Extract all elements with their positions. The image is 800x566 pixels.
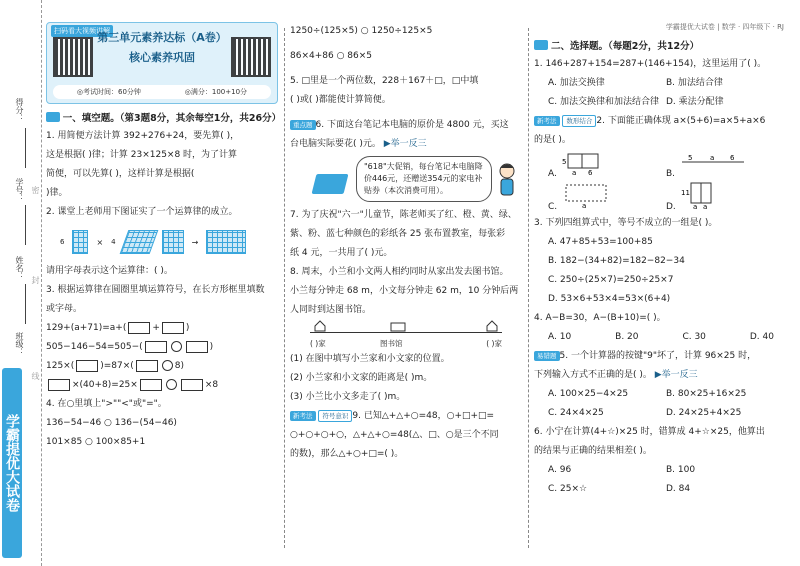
question-1-3: 3. 根据运算律在圆圈里填运算符号，在长方形框里填数 或字母。 129+(a+71)=a+( + ) 505−146−54=505−( ) 125×( )=87×( 8) ×(40+8)=25× ×8 bbox=[46, 285, 265, 390]
diagram-c bbox=[560, 181, 620, 209]
id-line bbox=[25, 205, 26, 245]
series-banner: 学霸提优大试卷 bbox=[2, 368, 22, 558]
example-link[interactable]: ▶举一反三 bbox=[383, 139, 427, 149]
question-2-1: 1. 146+287+154=287+(146+154)，这里运用了( )。 A. 加法交换律 B. 加法结合律 C. 加法交换律和加法结合律 D. 乘法分配律 bbox=[534, 55, 784, 112]
svg-text:11: 11 bbox=[680, 189, 690, 197]
answer-box[interactable] bbox=[76, 360, 98, 372]
promo-illustration bbox=[290, 156, 522, 206]
question-1-9: 新考法 符号意识 9. 已知△+△+○=48，○+□+□= ○+○+○+○，△+△+○=48(△、□、○是三个不同 的数)，那么△+○+□=( )。 bbox=[290, 411, 499, 459]
answer-box[interactable] bbox=[181, 379, 203, 391]
option-b[interactable]: B. 80×25+16×25 bbox=[666, 389, 747, 399]
svg-text:a: a bbox=[582, 202, 587, 209]
binding-margin bbox=[0, 0, 42, 566]
question-2-6: 6. 小宁在计算(4+☆)×25 时，错算成 4+☆×25，他算出 的结果与正确的结果相差( )。 A. 96 B. 100 C. 25×☆ D. 84 bbox=[534, 423, 784, 499]
diagram-d bbox=[679, 181, 739, 209]
grid-rotated bbox=[119, 230, 158, 254]
section-1-heading: 一、填空题。（第3题8分，其余每空1分，共26分） bbox=[46, 110, 278, 124]
option-a[interactable]: A. 100×25−4×25 bbox=[548, 389, 629, 399]
library-label: 图书馆 bbox=[380, 339, 403, 348]
svg-text:5: 5 bbox=[561, 158, 567, 166]
house-icon bbox=[314, 320, 326, 332]
section-flag-icon bbox=[46, 112, 60, 122]
answer-box[interactable] bbox=[145, 341, 167, 353]
grid-combined bbox=[206, 230, 246, 254]
option-d[interactable]: D. 84 bbox=[666, 484, 691, 494]
option-b[interactable]: B. 100 bbox=[666, 465, 696, 475]
option-c[interactable]: C. 加法交换律和加法结合律 bbox=[548, 97, 660, 107]
option-a[interactable]: A. 10 bbox=[548, 332, 572, 342]
example-link[interactable]: ▶举一反三 bbox=[654, 370, 698, 380]
option-b[interactable]: B. 5 a 6 bbox=[666, 150, 784, 181]
unit-subtitle: 核心素养巩固 bbox=[129, 51, 195, 64]
question-1-4: 4. 在○里填上">""<"或"="。 136−54−46 ○ 136−(54−46) 101×85 ○ 100×85+1 bbox=[46, 399, 177, 447]
svg-text:6: 6 bbox=[729, 154, 735, 162]
column-divider-2 bbox=[528, 28, 529, 548]
question-1-6: 重点题 6. 下面这台笔记本电脑的原价是 4800 元，买这 台电脑实际要花( )元。 ▶举一反三 "618"大促销，每台笔记本电脑降价446元，还赠送354元的家电补贴券（本次消费可用）。 bbox=[290, 116, 522, 206]
option-a[interactable]: A. 5 a 6 bbox=[548, 150, 666, 181]
answer-box[interactable] bbox=[162, 322, 184, 334]
section-flag-icon bbox=[534, 40, 548, 50]
option-d[interactable]: D. 24×25+4×25 bbox=[666, 408, 742, 418]
answer-circle[interactable] bbox=[162, 360, 173, 371]
exam-score: ◎满分：100+10分 bbox=[184, 88, 248, 96]
question-2-5: 易错题 5. 一个计算器的按键"9"坏了，计算 96×25 时， 下列输入方式不正确的是( )。 ▶举一反三 A. 100×25−4×25 B. 80×25+16×25 C. 24×4×25 D. 24×25+4×25 bbox=[534, 347, 784, 423]
question-2-2: 新考法 数形结合 2. 下面能正确体现 a×(5+6)=a×5+a×6 的是( )。 A. 5 a 6 B. 5 a 6 C. a D. 11 a a bbox=[534, 112, 784, 214]
question-1-1: 1. 用简便方法计算 392+276+24，要先算( )， 这是根据( )律；计算 23×125×8 时，为了计算 简便，可以先算( )，这样计算是根据( )律。 bbox=[46, 131, 240, 198]
answer-box[interactable] bbox=[136, 360, 158, 372]
option-a[interactable]: A. 47+85+53=100+85 bbox=[548, 237, 653, 247]
question-1-2: 2. 课堂上老师用下图证实了一个运算律的成立。 6 × 4 → 请用字母表示这个运算律：( )。 bbox=[46, 203, 278, 281]
answer-box[interactable] bbox=[140, 379, 162, 391]
qr-code-icon[interactable] bbox=[231, 37, 271, 77]
svg-text:5: 5 bbox=[687, 154, 693, 162]
qr-code-icon[interactable] bbox=[53, 37, 93, 77]
svg-text:a: a bbox=[702, 203, 707, 209]
question-2-3: 3. 下列四组算式中，等号不成立的一组是( )。 A. 47+85+53=100+85 B. 182−(34+82)=182−82−34 C. 250÷(25×7)=250÷25×7 D. 53×6+53×4=53×(6+4) bbox=[534, 214, 784, 309]
grid-4x6 bbox=[162, 230, 184, 254]
question-1-4-cont: 1250÷(125×5) ○ 1250÷125×5 86×4+86 ○ 86×5 bbox=[290, 26, 433, 61]
option-c[interactable]: C. 250÷(25×7)=250÷25×7 bbox=[548, 275, 674, 285]
option-b[interactable]: B. 20 bbox=[615, 332, 639, 342]
option-d[interactable]: D. 40 bbox=[749, 332, 774, 342]
section-2-heading: 二、选择题。（每题2分，共12分） bbox=[534, 38, 784, 52]
route-map bbox=[290, 320, 522, 350]
option-a[interactable]: A. 加法交换律 bbox=[548, 78, 605, 88]
svg-text:6: 6 bbox=[587, 169, 593, 176]
answer-circle[interactable] bbox=[171, 341, 182, 352]
answer-box[interactable] bbox=[48, 379, 70, 391]
answer-box[interactable] bbox=[128, 322, 150, 334]
svg-text:a: a bbox=[571, 169, 577, 176]
badge-key-question: 重点题 bbox=[290, 120, 316, 130]
exam-meta bbox=[53, 85, 271, 99]
option-d[interactable]: D. 乘法分配律 bbox=[666, 97, 724, 107]
svg-text:a: a bbox=[709, 154, 715, 162]
library-icon bbox=[390, 320, 406, 332]
unit-title: 第三单元素养达标（A卷） bbox=[97, 31, 227, 44]
cut-mark-1: 密 bbox=[31, 186, 40, 194]
diagram-b bbox=[678, 150, 748, 176]
option-d[interactable]: D. 53×6+53×4=53×(6+4) bbox=[548, 294, 671, 304]
class-label: 班级： bbox=[15, 332, 24, 356]
boy-icon bbox=[496, 162, 518, 198]
column-2 bbox=[290, 22, 522, 552]
option-a[interactable]: A. 96 bbox=[548, 465, 572, 475]
grid-illustration: 6 × 4 → bbox=[60, 224, 278, 260]
question-1-7: 7. 为了庆祝"六一"儿童节，陈老师买了红、橙、黄、绿、 紫、粉、蓝七种颜色的彩纸各 25 张布置教室，每张彩 纸 4 元，一共用了( )元。 bbox=[290, 210, 517, 258]
question-2-4: 4. A−B=30，A−(B+10)=( )。 A. 10 B. 20 C. 30 D. 40 bbox=[534, 309, 784, 347]
option-c[interactable]: C. 25×☆ bbox=[548, 484, 588, 494]
option-c[interactable]: C. 24×4×25 bbox=[548, 408, 604, 418]
option-b[interactable]: B. 加法结合律 bbox=[666, 78, 723, 88]
score-label: 得分： bbox=[15, 98, 24, 122]
option-c[interactable]: C. a bbox=[548, 181, 666, 214]
score-line bbox=[25, 128, 26, 168]
name-line bbox=[25, 284, 26, 324]
question-1-5: 5. □里是一个两位数，228＋167＋□，□中填 ( )或( )都能使计算简便。 bbox=[290, 76, 479, 105]
route-line bbox=[310, 332, 502, 333]
column-divider-1 bbox=[284, 28, 285, 548]
scan-tag: 扫码看大视频讲解 bbox=[51, 25, 113, 37]
grid-3x6 bbox=[72, 230, 88, 254]
right-home-label: ( )家 bbox=[486, 339, 502, 348]
column-3 bbox=[534, 22, 784, 552]
cut-mark-2: 封 bbox=[31, 276, 40, 284]
question-1-8: 8. 周末，小兰和小文两人相约同时从家出发去图书馆。 小兰每分钟走 68 m，小文每分钟走 62 m，10 分钟后两 人同时到达图书馆。 ( )家 图书馆 ( )家 (1) 在图中填写小兰家和小文家的位置。 (2) 小兰家和小文家的距离是( )m。 (3) 小兰比小文多走了( )m。 bbox=[290, 263, 522, 407]
cut-mark-3: 线 bbox=[31, 372, 40, 380]
option-d[interactable]: D. 11 a a bbox=[666, 181, 784, 214]
answer-circle[interactable] bbox=[166, 379, 177, 390]
student-id-label: 学号： bbox=[15, 178, 24, 202]
option-c[interactable]: C. 30 bbox=[682, 332, 706, 342]
book-info: 学霸提优大试卷 | 数学 · 四年级下 · RJ bbox=[665, 23, 784, 31]
exam-time: ◎考试时间：60分钟 bbox=[76, 88, 141, 96]
promo-bubble: "618"大促销，每台笔记本电脑降价446元，还赠送354元的家电补贴券（本次消费可用）。 bbox=[356, 156, 492, 202]
answer-box[interactable] bbox=[186, 341, 208, 353]
left-home-label: ( )家 bbox=[310, 339, 326, 348]
house-icon bbox=[486, 320, 498, 332]
column-1 bbox=[46, 22, 282, 552]
unit-header bbox=[46, 22, 278, 104]
option-b[interactable]: B. 182−(34+82)=182−82−34 bbox=[548, 256, 685, 266]
svg-text:a: a bbox=[692, 203, 697, 209]
diagram-a bbox=[560, 150, 620, 176]
name-label: 姓名： bbox=[15, 256, 24, 280]
laptop-icon bbox=[312, 174, 349, 194]
